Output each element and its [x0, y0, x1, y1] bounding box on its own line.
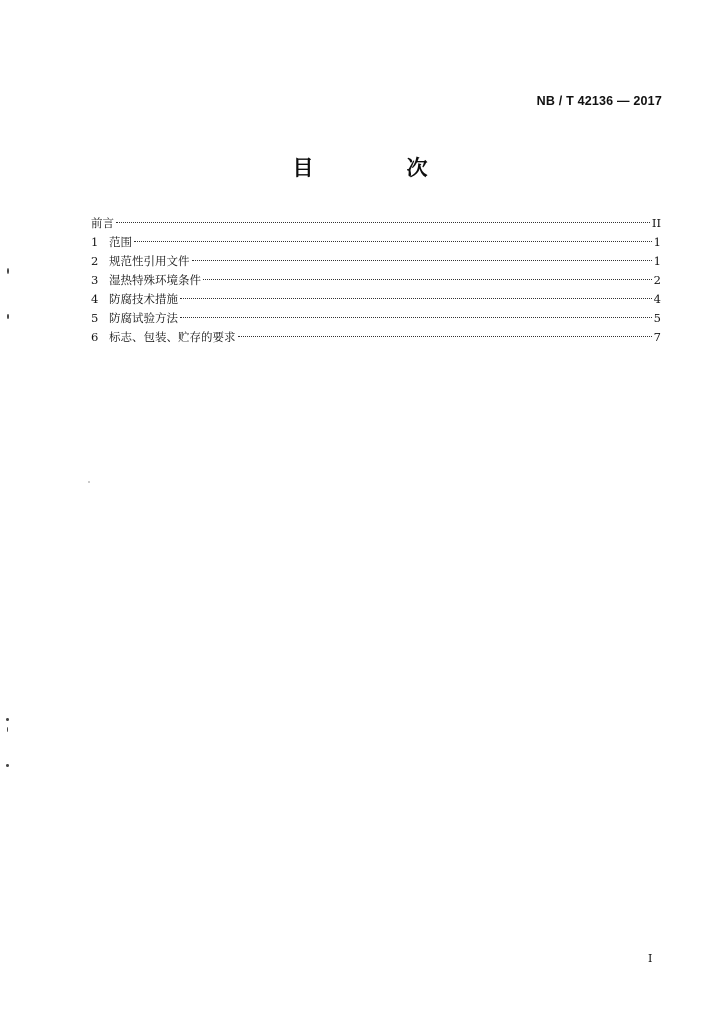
toc-leader-dots	[180, 298, 652, 299]
toc-item-label: 防腐试验方法	[109, 311, 178, 325]
scan-speck	[7, 268, 9, 274]
toc-item-marking-packaging-storage[interactable]	[91, 328, 661, 347]
toc-item-label: 前言	[91, 216, 114, 230]
toc-item-page: II	[651, 216, 661, 230]
toc-item-test-methods[interactable]	[91, 309, 661, 328]
toc-item-page: 1	[653, 235, 661, 249]
toc-item-page: 4	[653, 292, 661, 306]
toc-leader-dots	[192, 260, 652, 261]
toc-leader-dots	[238, 336, 652, 337]
toc-item-preface[interactable]	[91, 214, 661, 233]
page-number: I	[648, 952, 653, 965]
toc-item-number: 3	[91, 273, 99, 287]
table-of-contents	[91, 214, 661, 347]
scan-speck	[7, 314, 9, 319]
toc-item-label: 湿热特殊环境条件	[109, 273, 201, 287]
scan-speck	[88, 481, 90, 483]
toc-item-page: 1	[653, 254, 661, 268]
scan-speck	[7, 727, 8, 732]
toc-item-environment-conditions[interactable]	[91, 271, 661, 290]
toc-item-label: 规范性引用文件	[109, 254, 190, 268]
toc-leader-dots	[134, 241, 652, 242]
scan-speck	[6, 718, 9, 721]
page-title: 目 次	[292, 156, 464, 180]
toc-item-normative-references[interactable]	[91, 252, 661, 271]
toc-item-label: 标志、包装、贮存的要求	[109, 330, 236, 344]
standard-number: NB / T 42136 — 2017	[536, 94, 662, 108]
toc-item-page: 5	[653, 311, 661, 325]
toc-item-number: 2	[91, 254, 99, 268]
toc-item-page: 2	[653, 273, 661, 287]
toc-item-scope[interactable]	[91, 233, 661, 252]
toc-item-label: 防腐技术措施	[109, 292, 178, 306]
toc-item-number: 6	[91, 330, 99, 344]
toc-item-number: 5	[91, 311, 99, 325]
toc-item-number: 4	[91, 292, 99, 306]
toc-item-number: 1	[91, 235, 99, 249]
toc-leader-dots	[116, 222, 650, 223]
toc-item-anticorrosion-measures[interactable]	[91, 290, 661, 309]
toc-leader-dots	[203, 279, 652, 280]
toc-item-label: 范围	[109, 235, 132, 249]
scan-speck	[6, 764, 9, 767]
toc-item-page: 7	[653, 330, 661, 344]
toc-leader-dots	[180, 317, 652, 318]
